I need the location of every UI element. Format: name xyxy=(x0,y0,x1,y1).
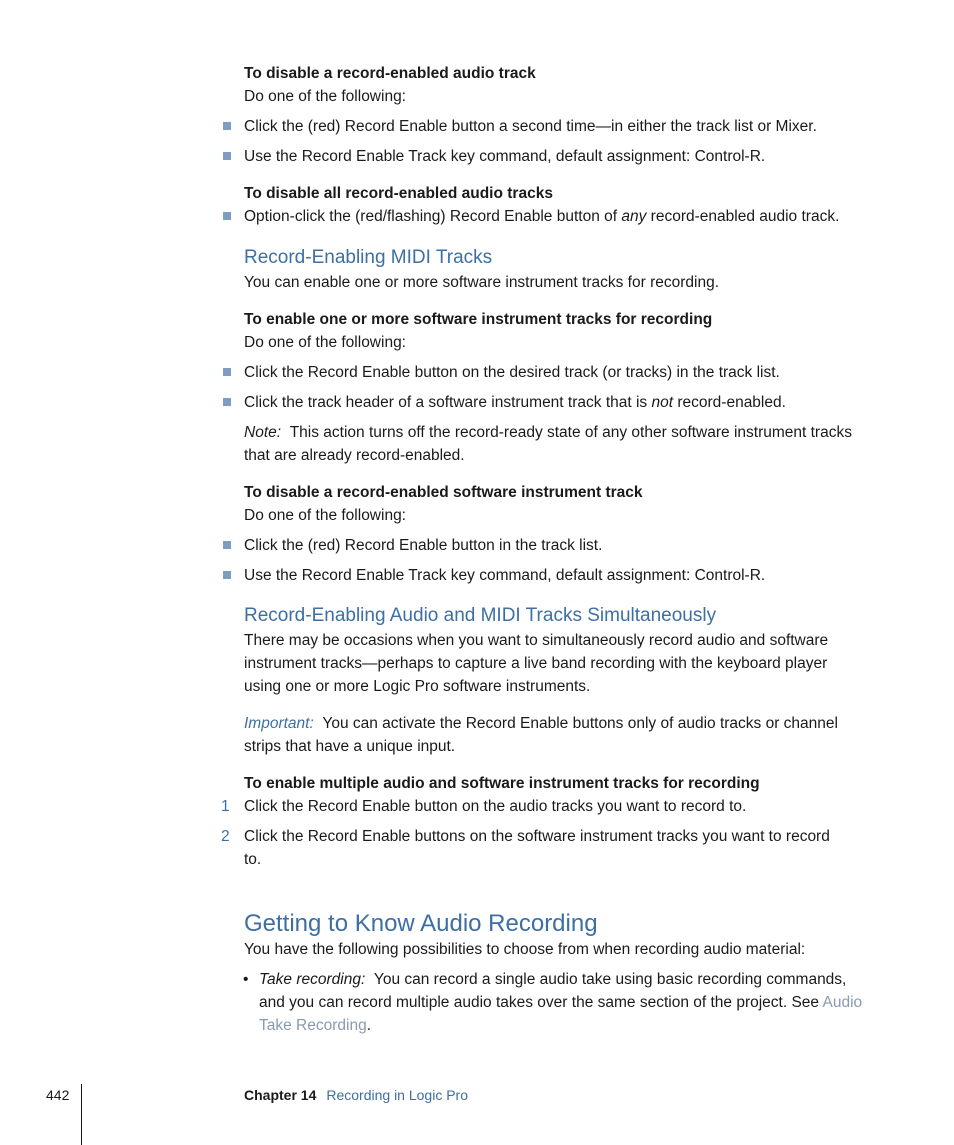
step-number: 1 xyxy=(221,798,230,815)
heading-enable-instrument-tracks: To enable one or more software instrument tracks for recording xyxy=(244,311,713,328)
paragraph-line: instrument tracks—perhaps to capture a live band recording with the keyboard player xyxy=(244,655,828,672)
bullet-marker xyxy=(223,212,231,220)
list-item xyxy=(244,391,884,414)
footer-divider xyxy=(81,1084,82,1145)
emphasis: any xyxy=(621,208,647,225)
list-item-text: record-enabled audio track. xyxy=(646,208,840,225)
intro-text: Do one of the following: xyxy=(244,334,406,351)
list-item xyxy=(244,205,884,228)
take-recording-item xyxy=(259,968,884,1037)
paragraph xyxy=(244,629,884,698)
step-line: Click the Record Enable buttons on the software instrument tracks you want to record xyxy=(244,828,830,845)
section-heading-simultaneous: Record-Enabling Audio and MIDI Tracks Simultaneously xyxy=(244,605,717,626)
list-item-text: record-enabled. xyxy=(673,394,786,411)
list-item: Use the Record Enable Track key command, default assignment: Control-R. xyxy=(244,567,766,584)
step-text xyxy=(244,825,884,871)
chapter-section-title: Getting to Know Audio Recording xyxy=(244,910,598,937)
bullet-marker xyxy=(223,571,231,579)
paragraph-line: using one or more Logic Pro software instruments. xyxy=(244,678,591,695)
audio-take-recording-link-cont[interactable]: Take Recording xyxy=(259,1017,367,1034)
chapter-title-link[interactable]: Recording in Logic Pro xyxy=(326,1087,468,1103)
important-note xyxy=(244,712,884,758)
important-label: Important: xyxy=(244,715,314,732)
page-number: 442 xyxy=(46,1087,70,1103)
bullet-marker xyxy=(223,152,231,160)
intro-text: Do one of the following: xyxy=(244,88,406,105)
take-text: You can record a single audio take using basic recording commands, xyxy=(373,971,847,988)
chapter-label: Chapter 14 xyxy=(244,1087,317,1103)
note-text: This action turns off the record-ready state of any other software instrument tracks xyxy=(289,424,852,441)
list-item-text: Click the track header of a software instrument track that is xyxy=(244,394,652,411)
step-text: Click the Record Enable button on the audio tracks you want to record to. xyxy=(244,798,747,815)
audio-take-recording-link[interactable]: Audio xyxy=(822,994,863,1011)
important-text: You can activate the Record Enable buttons only of audio tracks or channel xyxy=(322,715,838,732)
bullet-marker xyxy=(223,368,231,376)
bullet-dot: • xyxy=(243,971,249,988)
heading-enable-multiple-tracks: To enable multiple audio and software instrument tracks for recording xyxy=(244,775,760,792)
paragraph: You have the following possibilities to choose from when recording audio material: xyxy=(244,941,806,958)
step-number: 2 xyxy=(221,828,230,845)
take-text: and you can record multiple audio takes over the same section of the project. See xyxy=(259,994,823,1011)
list-item: Use the Record Enable Track key command, default assignment: Control-R. xyxy=(244,148,766,165)
take-label: Take recording: xyxy=(259,971,366,988)
section-heading-midi: Record-Enabling MIDI Tracks xyxy=(244,247,493,268)
take-text: . xyxy=(366,1017,372,1034)
important-text: strips that have a unique input. xyxy=(244,738,456,755)
emphasis: not xyxy=(651,394,674,411)
list-item-text: Option-click the (red/flashing) Record Enable button of xyxy=(244,208,622,225)
heading-disable-instrument-track: To disable a record-enabled software instrument track xyxy=(244,484,643,501)
paragraph-line: There may be occasions when you want to simultaneously record audio and software xyxy=(244,632,829,649)
footer-chapter xyxy=(244,1086,468,1104)
paragraph: You can enable one or more software instrument tracks for recording. xyxy=(244,274,720,291)
note-text: that are already record-enabled. xyxy=(244,447,465,464)
heading-disable-all-audio-tracks: To disable all record-enabled audio tracks xyxy=(244,185,553,202)
note xyxy=(244,421,884,467)
intro-text: Do one of the following: xyxy=(244,507,406,524)
list-item: Click the (red) Record Enable button a second time—in either the track list or Mixer. xyxy=(244,118,817,135)
bullet-marker xyxy=(223,398,231,406)
bullet-marker xyxy=(223,541,231,549)
heading-disable-audio-track: To disable a record-enabled audio track xyxy=(244,65,536,82)
bullet-marker xyxy=(223,122,231,130)
list-item: Click the (red) Record Enable button in the track list. xyxy=(244,537,603,554)
note-label: Note: xyxy=(244,424,282,441)
list-item: Click the Record Enable button on the desired track (or tracks) in the track list. xyxy=(244,364,780,381)
step-line: to. xyxy=(244,851,262,868)
